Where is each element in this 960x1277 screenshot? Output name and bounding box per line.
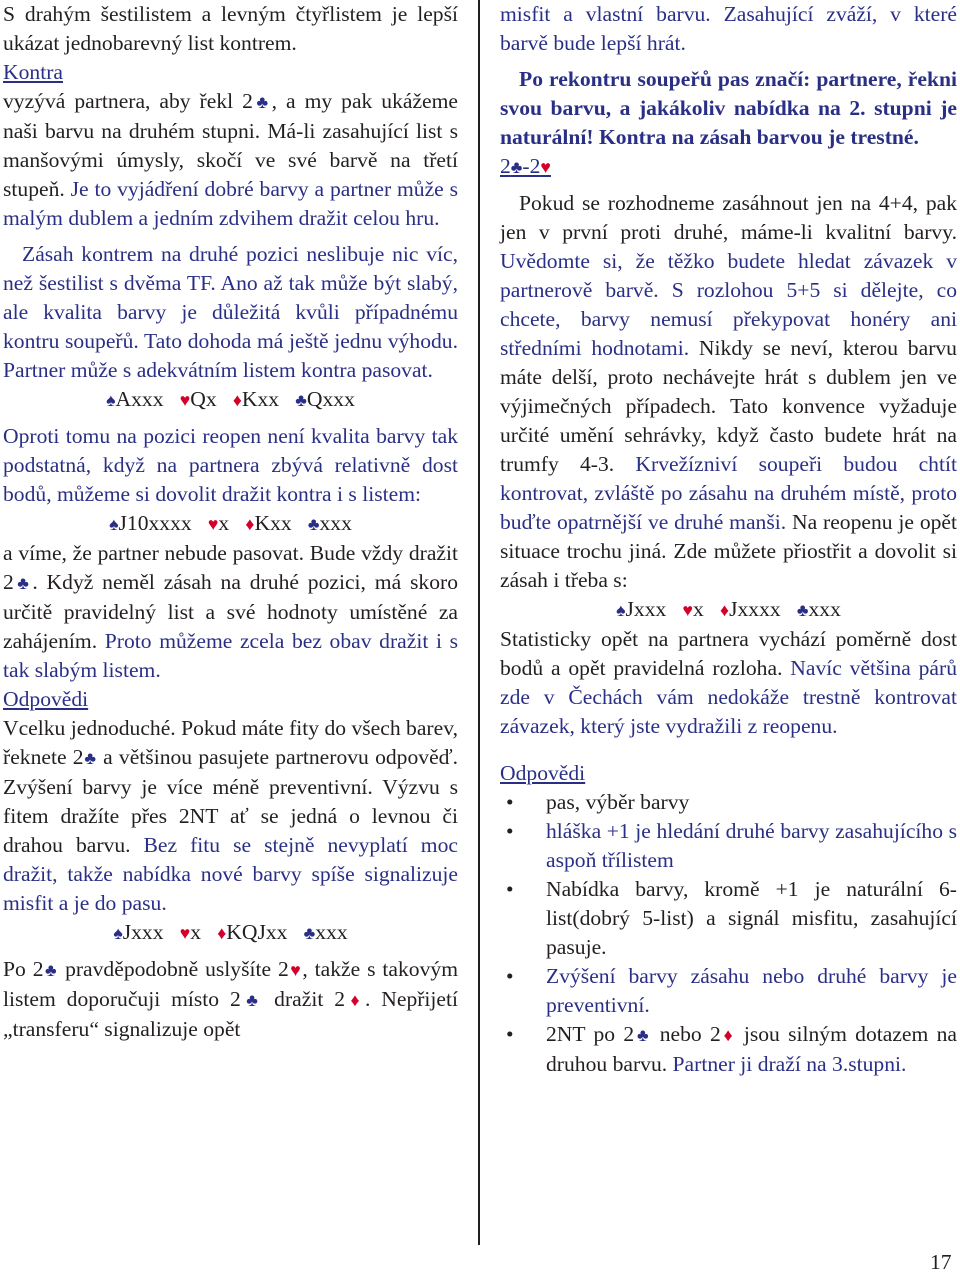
club-icon: ♣	[43, 960, 59, 980]
statisticky-paragraph: Statisticky opět na partnera vychází poměrně dost bodů a opět pravidelná rozloha. Navíc většina párů zde v Čechách vám nedokáže trestně kontrovat závazek, který jste vydražili z reopenu.	[500, 627, 957, 738]
odpovedi-heading-left: Odpovědi	[3, 687, 89, 711]
club-icon: ♣	[303, 923, 316, 943]
list-item: • Zvýšení barvy zásahu nebo druhé barvy je preventivní.	[500, 962, 957, 1020]
kontra-heading: Kontra	[3, 60, 63, 84]
club-icon: ♣	[83, 748, 97, 768]
spade-icon: ♠	[616, 600, 626, 620]
continuation-paragraph: misfit a vlastní barvu. Zasahující zváží, v které barvě bude lepší hrát.	[500, 2, 957, 55]
club-icon: ♣	[510, 157, 523, 177]
club-icon: ♣	[240, 990, 264, 1010]
heart-icon: ♥	[288, 960, 303, 980]
diamond-icon: ♦	[245, 514, 255, 534]
right-column	[500, 0, 957, 1079]
hand-1: ♠Axxx ♥Qx ♦Kxx ♣Qxxx	[106, 387, 355, 411]
diamond-icon: ♦	[232, 390, 242, 410]
kontra-paragraph: vyzývá partnera, aby řekl 2♣, a my pak ukážeme naši barvu na druhém stupni. Má-li zasahující list s manšovými úmysly, skočí ve své barvě na třetí stupeň. Je to vyjádření dobré barvy a partner může s malým dublem a jedním zdvihem dražit celou hru.	[3, 89, 459, 230]
heart-icon: ♥	[207, 514, 219, 534]
hand-2: ♠J10xxxx ♥x ♦Kxx ♣xxx	[109, 511, 352, 535]
pokud-paragraph: Pokud se rozhodneme zasáhnout jen na 4+4, pak jen v první proti druhé, máme-li kvalitní barvy. Uvědomte si, že těžko budete hledat závazek v partnerově barvě. S rozlohou 5+5 si dělejte, co chcete, barvy nemusí překypovat honéry ani středními hodnotami. Nikdy se neví, kterou barvu máte delší, proto nechávejte hrát s dublem jen ve výjimečných případech. Tato konvence vyžaduje určité umění sehrávky, když často budete hrát na trumfy 4-3. Krvežízniví soupeři budou chtít kontrovat, zvláště po zásahu na druhém místě, proto buďte opatrnější ve druhé manši. Na reopenu je opět situace trochu jiná. Zde můžete přiostřit a dovolit si zásah i třeba s:	[500, 191, 957, 592]
spade-icon: ♠	[106, 390, 116, 410]
reopen-paragraph: Oproti tomu na pozici reopen není kvalita barvy tak podstatná, když na partnera zbývá relativně dost bodů, můžeme si dovolit dražit kontra i s listem:	[3, 424, 458, 506]
vime-paragraph: a víme, že partner nebude pasovat. Bude vždy dražit 2♣. Když neměl zásah na druhé pozici, má skoro určitě pravidelný list a své hodnoty umístěné za zahájením. Proto můžeme zcela bez obav dražit i s tak slabým listem.	[3, 541, 458, 682]
zasah-paragraph: Zásah kontrem na druhé pozici neslibuje nic víc, než šestilist s dvěma TF. Ano až tak může být slabý, ale kvalita barvy je důležitá kvůli případnému kontru soupeřů. Tato dohoda má ještě jednu výhodu. Partner může s adekvátním listem kontra pasovat.	[3, 242, 458, 382]
intro-paragraph: S drahým šestilistem a levným čtyřlistem je lepší ukázat jednobarevný list kontrem.	[3, 2, 458, 55]
spade-icon: ♠	[109, 514, 119, 534]
heart-icon: ♥	[682, 600, 694, 620]
list-item: • hláška +1 je hledání druhé barvy zasahujícího s aspoň třílistem	[500, 817, 957, 875]
diamond-icon: ♦	[217, 923, 227, 943]
list-item: • pas, výběr barvy	[500, 788, 957, 817]
column-divider	[478, 0, 480, 1245]
page-number: 17	[930, 1250, 952, 1274]
left-column	[3, 0, 458, 1044]
diamond-icon: ♦	[720, 600, 730, 620]
hand-3: ♠Jxxx ♥x ♦KQJxx ♣xxx	[113, 920, 348, 944]
club-icon: ♣	[796, 600, 809, 620]
club-icon: ♣	[252, 92, 272, 112]
heart-icon: ♥	[179, 923, 191, 943]
rekontra-paragraph: Po rekontru soupeřů pas značí: partnere, řekni svou barvu, a jakákoliv nabídka na 2. stupni je naturální! Kontra na zásah barvou je trestné.	[500, 67, 957, 149]
list-item: • 2NT po 2♣ nebo 2♦ jsou silným dotazem na druhou barvu. Partner ji draží na 3.stupni.	[500, 1020, 957, 1079]
heart-icon: ♥	[540, 157, 551, 177]
responses-list	[500, 788, 957, 1079]
club-icon: ♣	[307, 514, 320, 534]
club-icon: ♣	[295, 390, 307, 410]
club-icon: ♣	[634, 1025, 652, 1045]
heart-icon: ♥	[179, 390, 191, 410]
two-clubs-two-hearts-heading: 2♣-2♥	[500, 154, 551, 178]
club-icon: ♣	[13, 573, 33, 593]
diamond-icon: ♦	[345, 990, 365, 1010]
hand-4: ♠Jxxx ♥x ♦Jxxxx ♣xxx	[616, 597, 841, 621]
odpovedi-paragraph: Vcelku jednoduché. Pokud máte fity do všech barev, řeknete 2♣ a většinou pasujete partnerovu odpověď. Zvýšení barvy je více méně preventivní. Výzvu s fitem dražíte přes 2NT ať se jedná o levnou či drahou barvu. Bez fitu se stejně nevyplatí moc dražit, takže nabídka nové barvy spíše signalizuje misfit a je do pasu.	[3, 716, 459, 915]
diamond-icon: ♦	[720, 1025, 736, 1045]
po-2-paragraph: Po 2♣ pravděpodobně uslyšíte 2♥, takže s takovým listem doporučuji místo 2♣ dražit 2♦. Nepřijetí „transferu“ signalizuje opět	[3, 957, 459, 1041]
list-item: • Nabídka barvy, kromě +1 je naturální 6-list(dobrý 5-list) a signál misfitu, zasahující pasuje.	[500, 875, 957, 962]
odpovedi-heading-right: Odpovědi	[500, 761, 586, 785]
spade-icon: ♠	[113, 923, 123, 943]
